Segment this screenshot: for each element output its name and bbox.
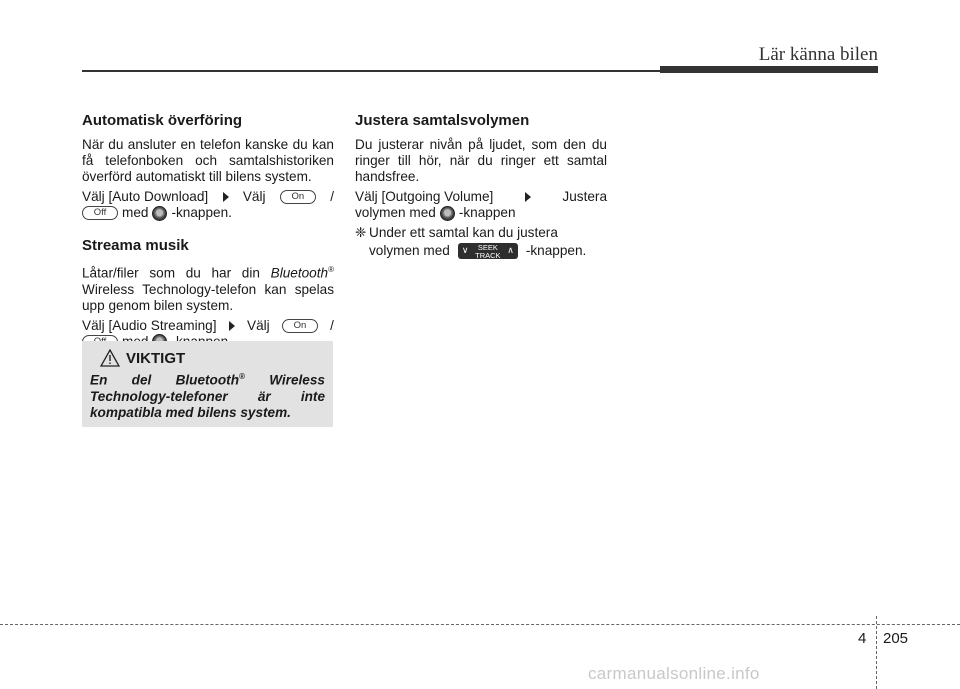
page-header-title: Lär känna bilen bbox=[758, 44, 878, 65]
important-note-box bbox=[82, 341, 333, 427]
section-heading-auto-transfer: Automatisk överföring bbox=[82, 112, 243, 129]
section-heading-call-volume: Justera samtalsvolymen bbox=[355, 112, 530, 129]
auto-transfer-instruction-2: Off med -knappen. bbox=[82, 205, 334, 221]
bluetooth-brand: Bluetooth bbox=[270, 265, 329, 281]
note-title: VIKTIGT bbox=[126, 349, 186, 367]
arrow-right-icon bbox=[229, 321, 235, 331]
header-rule-thick bbox=[660, 66, 878, 73]
call-volume-instruction: Välj [Outgoing Volume] Justera bbox=[355, 189, 607, 204]
auto-transfer-paragraph: När du ansluter en telefon kanske du kan få telefonboken och samtalshistoriken överförd automatiskt till bilens system. bbox=[82, 137, 334, 184]
arrow-right-icon bbox=[223, 192, 229, 202]
note-header bbox=[100, 349, 325, 367]
stream-music-paragraph: Låtar/filer som du har din Bluetooth® Wireless Technology-telefon kan spelas upp genom bilen system. bbox=[82, 265, 334, 313]
off-button-icon: Off bbox=[82, 206, 118, 220]
left-column bbox=[82, 112, 334, 354]
chapter-number: 4 bbox=[858, 630, 867, 647]
bullet-line-1: Under ett samtal kan du justera bbox=[369, 225, 558, 240]
knob-icon bbox=[440, 206, 455, 221]
auto-transfer-instruction: Välj [Auto Download] Välj On / bbox=[82, 189, 334, 204]
call-volume-instruction-2: volymen med -knappen bbox=[355, 205, 516, 220]
on-button-icon: On bbox=[280, 190, 316, 204]
bullet-line-2: volymen med ∨ SEEK TRACK ∧ -knappen. bbox=[369, 243, 587, 260]
footer-dashed-rule bbox=[0, 624, 960, 625]
arrow-right-icon bbox=[525, 192, 531, 202]
note-mark-icon: ❈ bbox=[355, 225, 367, 240]
on-button-icon: On bbox=[282, 319, 318, 333]
note-text: En del Bluetooth® Wireless Technology-telefoner är inte kompatibla med bilens system. bbox=[90, 372, 325, 420]
right-column bbox=[355, 112, 607, 263]
seek-track-button-icon: ∨ SEEK TRACK ∧ bbox=[458, 243, 518, 259]
warning-triangle-icon bbox=[100, 349, 120, 367]
header-rule-thin bbox=[82, 70, 660, 72]
call-volume-note bbox=[355, 225, 607, 263]
call-volume-paragraph: Du justerar nivån på ljudet, som den du ringer till hör, när du ringer ett samtal handsfree. bbox=[355, 137, 607, 184]
footer-dashed-divider bbox=[876, 616, 877, 689]
page-number: 205 bbox=[883, 630, 909, 647]
stream-music-instruction: Välj [Audio Streaming] Välj On / bbox=[82, 317, 334, 333]
watermark-text: carmanualsonline.info bbox=[588, 664, 760, 683]
knob-icon bbox=[152, 206, 167, 221]
section-heading-stream-music: Streama musik bbox=[82, 237, 189, 254]
